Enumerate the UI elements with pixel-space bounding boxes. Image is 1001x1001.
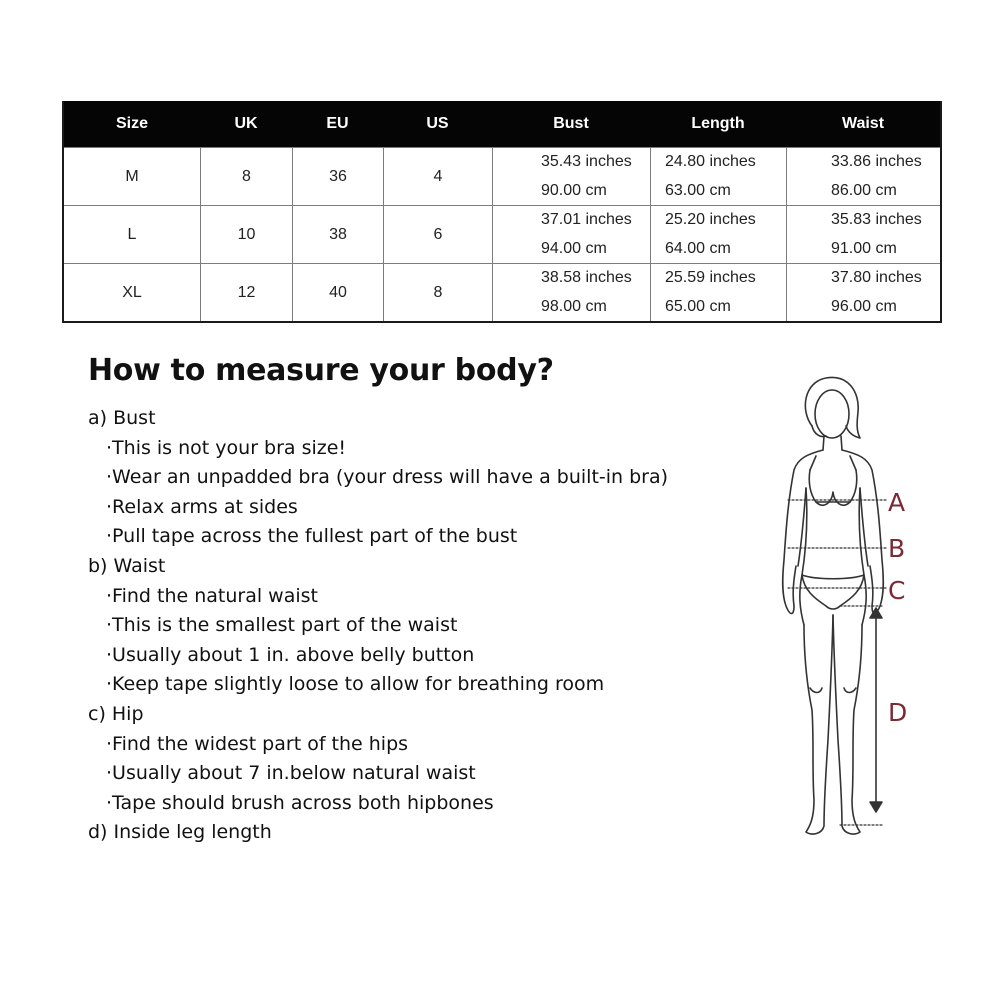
- instruction-item: ·Pull tape across the fullest part of the bust: [106, 525, 518, 548]
- cell-uk: 8: [200, 148, 292, 205]
- length-cm: 63.00 cm: [665, 181, 731, 199]
- table-row: [64, 263, 940, 321]
- instruction-item: ·Tape should brush across both hipbones: [106, 791, 494, 814]
- instruction-item: ·Usually about 7 in.below natural waist: [106, 762, 476, 785]
- instruction-item: ·Find the natural waist: [106, 584, 318, 607]
- cell-length: [650, 206, 786, 263]
- cell-bust: [492, 148, 650, 205]
- waist-inches: 33.86 inches: [831, 153, 922, 171]
- length-cm: 65.00 cm: [665, 297, 731, 315]
- measurement-heading: a) Bust: [88, 407, 156, 429]
- label-c: C: [888, 576, 906, 605]
- bust-inches: 38.58 inches: [541, 269, 632, 287]
- cell-size: M: [125, 167, 139, 185]
- cell-length: [650, 264, 786, 321]
- cell-waist: [786, 264, 940, 321]
- bust-cm: 98.00 cm: [541, 297, 607, 315]
- header-uk: UK: [234, 115, 258, 132]
- body-measurement-figure: [760, 370, 920, 850]
- bust-cm: 94.00 cm: [541, 239, 607, 257]
- table-row: [64, 205, 940, 263]
- body-outline-illustration: [760, 370, 920, 850]
- header-length: Length: [691, 115, 745, 132]
- cell-bust: [492, 264, 650, 321]
- measurement-heading: c) Hip: [88, 702, 144, 725]
- guide-title: How to measure your body?: [88, 353, 554, 388]
- label-d: D: [888, 698, 908, 727]
- instruction-item: ·Wear an unpadded bra (your dress will have a built-in bra): [106, 466, 669, 489]
- waist-cm: 91.00 cm: [831, 239, 897, 257]
- cell-uk: 10: [200, 206, 292, 263]
- cell-us: 8: [383, 264, 492, 321]
- header-size: Size: [115, 115, 148, 132]
- instruction-item: ·Find the widest part of the hips: [106, 732, 409, 755]
- cell-eu: 40: [292, 264, 383, 321]
- waist-cm: 86.00 cm: [831, 181, 897, 199]
- cell-bust: [492, 206, 650, 263]
- cell-size: XL: [122, 283, 142, 301]
- header-bust: Bust: [553, 115, 589, 132]
- header-waist: Waist: [841, 115, 885, 132]
- bust-cm: 90.00 cm: [541, 181, 607, 199]
- cell-waist: [786, 148, 940, 205]
- instruction-item: ·Usually about 1 in. above belly button: [106, 643, 475, 666]
- length-inches: 24.80 inches: [665, 153, 756, 171]
- bust-inches: 35.43 inches: [541, 153, 632, 171]
- measurement-instructions: [88, 404, 748, 848]
- table-header: [64, 101, 940, 147]
- cell-us: 4: [383, 148, 492, 205]
- cell-waist: [786, 206, 940, 263]
- cell-eu: 36: [292, 148, 383, 205]
- table-row: [64, 147, 940, 205]
- cell-length: [650, 148, 786, 205]
- measurement-heading: b) Waist: [88, 554, 166, 577]
- instruction-item: ·Relax arms at sides: [106, 495, 298, 518]
- length-cm: 64.00 cm: [665, 239, 731, 257]
- cell-size: L: [127, 225, 137, 243]
- waist-inches: 37.80 inches: [831, 269, 922, 287]
- cell-us: 6: [383, 206, 492, 263]
- instruction-item: ·This is not your bra size!: [106, 436, 347, 459]
- cell-eu: 38: [292, 206, 383, 263]
- label-a: A: [888, 488, 906, 517]
- instruction-item: ·This is the smallest part of the waist: [106, 614, 458, 637]
- waist-cm: 96.00 cm: [831, 297, 897, 315]
- label-b: B: [888, 534, 906, 563]
- bust-inches: 37.01 inches: [541, 211, 632, 229]
- waist-inches: 35.83 inches: [831, 211, 922, 229]
- size-chart-table: [62, 101, 942, 323]
- length-inches: 25.59 inches: [665, 269, 756, 287]
- measurement-heading: d) Inside leg length: [88, 821, 272, 844]
- header-us: US: [426, 115, 449, 132]
- cell-uk: 12: [200, 264, 292, 321]
- instruction-item: ·Keep tape slightly loose to allow for breathing room: [106, 673, 605, 696]
- length-inches: 25.20 inches: [665, 211, 756, 229]
- header-eu: EU: [326, 115, 349, 132]
